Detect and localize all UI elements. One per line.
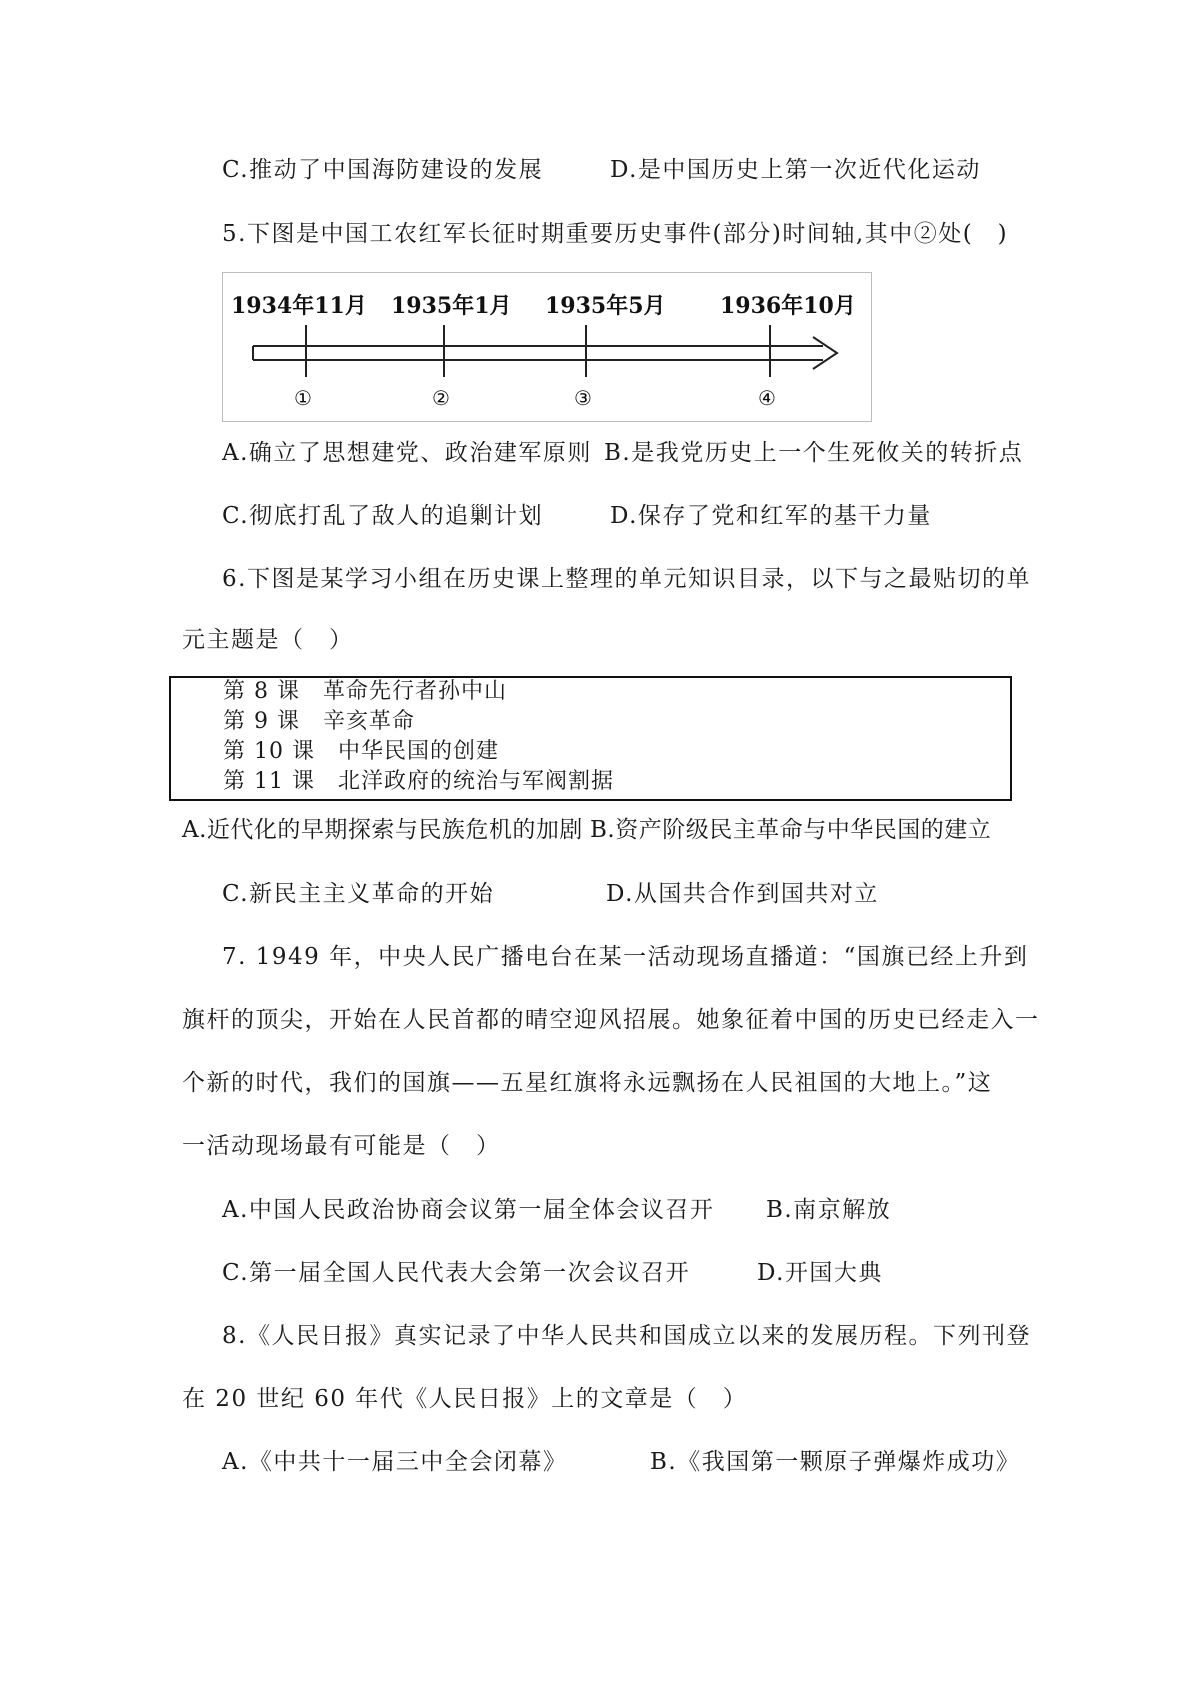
q5-stem: 5.下图是中国工农红军长征时期重要历史事件(部分)时间轴,其中②处( ) xyxy=(222,221,1009,247)
q8-option-a: A.《中共十一届三中全会闭幕》 xyxy=(222,1449,568,1475)
q8-option-b: B.《我国第一颗原子弹爆炸成功》 xyxy=(650,1449,1021,1475)
q8-stem-line2: 在 20 世纪 60 年代《人民日报》上的文章是（ ） xyxy=(182,1386,748,1412)
q6-option-c: C.新民主主义革命的开始 xyxy=(222,881,495,907)
toc-item: 第 10 课 中华民国的创建 xyxy=(223,739,499,764)
q6-stem-line1: 6.下图是某学习小组在历史课上整理的单元知识目录，以下与之最贴切的单 xyxy=(222,566,1031,592)
q5-option-d: D.保存了党和红军的基干力量 xyxy=(610,503,932,529)
q7-option-d: D.开国大典 xyxy=(757,1260,883,1286)
timeline-marker-1: ① xyxy=(294,386,312,410)
q5-option-c: C.彻底打乱了敌人的追剿计划 xyxy=(222,503,544,529)
q7-stem-line4: 一活动现场最有可能是（ ） xyxy=(182,1133,501,1159)
q7-option-b: B.南京解放 xyxy=(766,1197,892,1223)
toc-item: 第 11 课 北洋政府的统治与军阀割据 xyxy=(223,769,614,794)
q5-option-a: A.确立了思想建党、政治建军原则 xyxy=(222,440,592,466)
toc-item: 第 9 课 辛亥革命 xyxy=(223,709,415,734)
q7-option-a: A.中国人民政治协商会议第一届全体会议召开 xyxy=(222,1197,715,1223)
q6-option-d: D.从国共合作到国共对立 xyxy=(606,881,879,907)
timeline-svg xyxy=(223,273,871,421)
timeline-marker-3: ③ xyxy=(574,386,592,410)
q6-option-a: A.近代化的早期探索与民族危机的加剧 xyxy=(182,817,583,843)
q5-option-b: B.是我党历史上一个生死攸关的转折点 xyxy=(604,440,1024,466)
timeline-date-3: 1935年5月 xyxy=(545,293,666,319)
q7-stem-line2: 旗杆的顶尖，开始在人民首都的晴空迎风招展。她象征着中国的历史已经走入一 xyxy=(182,1007,1040,1033)
q5-timeline-figure xyxy=(222,272,872,422)
q8-stem-line1: 8.《人民日报》真实记录了中华人民共和国成立以来的发展历程。下列刊登 xyxy=(222,1323,1031,1349)
timeline-date-4: 1936年10月 xyxy=(720,293,856,319)
toc-item: 第 8 课 革命先行者孙中山 xyxy=(223,679,507,704)
timeline-marker-4: ④ xyxy=(758,386,776,410)
q7-option-c: C.第一届全国人民代表大会第一次会议召开 xyxy=(222,1260,691,1286)
timeline-arrow xyxy=(253,337,837,369)
timeline-date-1: 1934年11月 xyxy=(231,293,367,319)
q4-option-c: C.推动了中国海防建设的发展 xyxy=(222,157,544,183)
q7-stem-line3: 个新的时代，我们的国旗——五星红旗将永远飘扬在人民祖国的大地上。”这 xyxy=(182,1070,993,1096)
q6-stem-line2: 元主题是（ ） xyxy=(182,627,354,653)
q6-option-b: B.资产阶级民主革命与中华民国的建立 xyxy=(590,817,992,843)
timeline-date-2: 1935年1月 xyxy=(391,293,512,319)
q7-stem-line1: 7. 1949 年，中央人民广播电台在某一活动现场直播道：“国旗已经上升到 xyxy=(222,944,1029,970)
q6-unit-toc xyxy=(169,676,1012,801)
q4-option-d: D.是中国历史上第一次近代化运动 xyxy=(610,157,981,183)
timeline-marker-2: ② xyxy=(432,386,450,410)
